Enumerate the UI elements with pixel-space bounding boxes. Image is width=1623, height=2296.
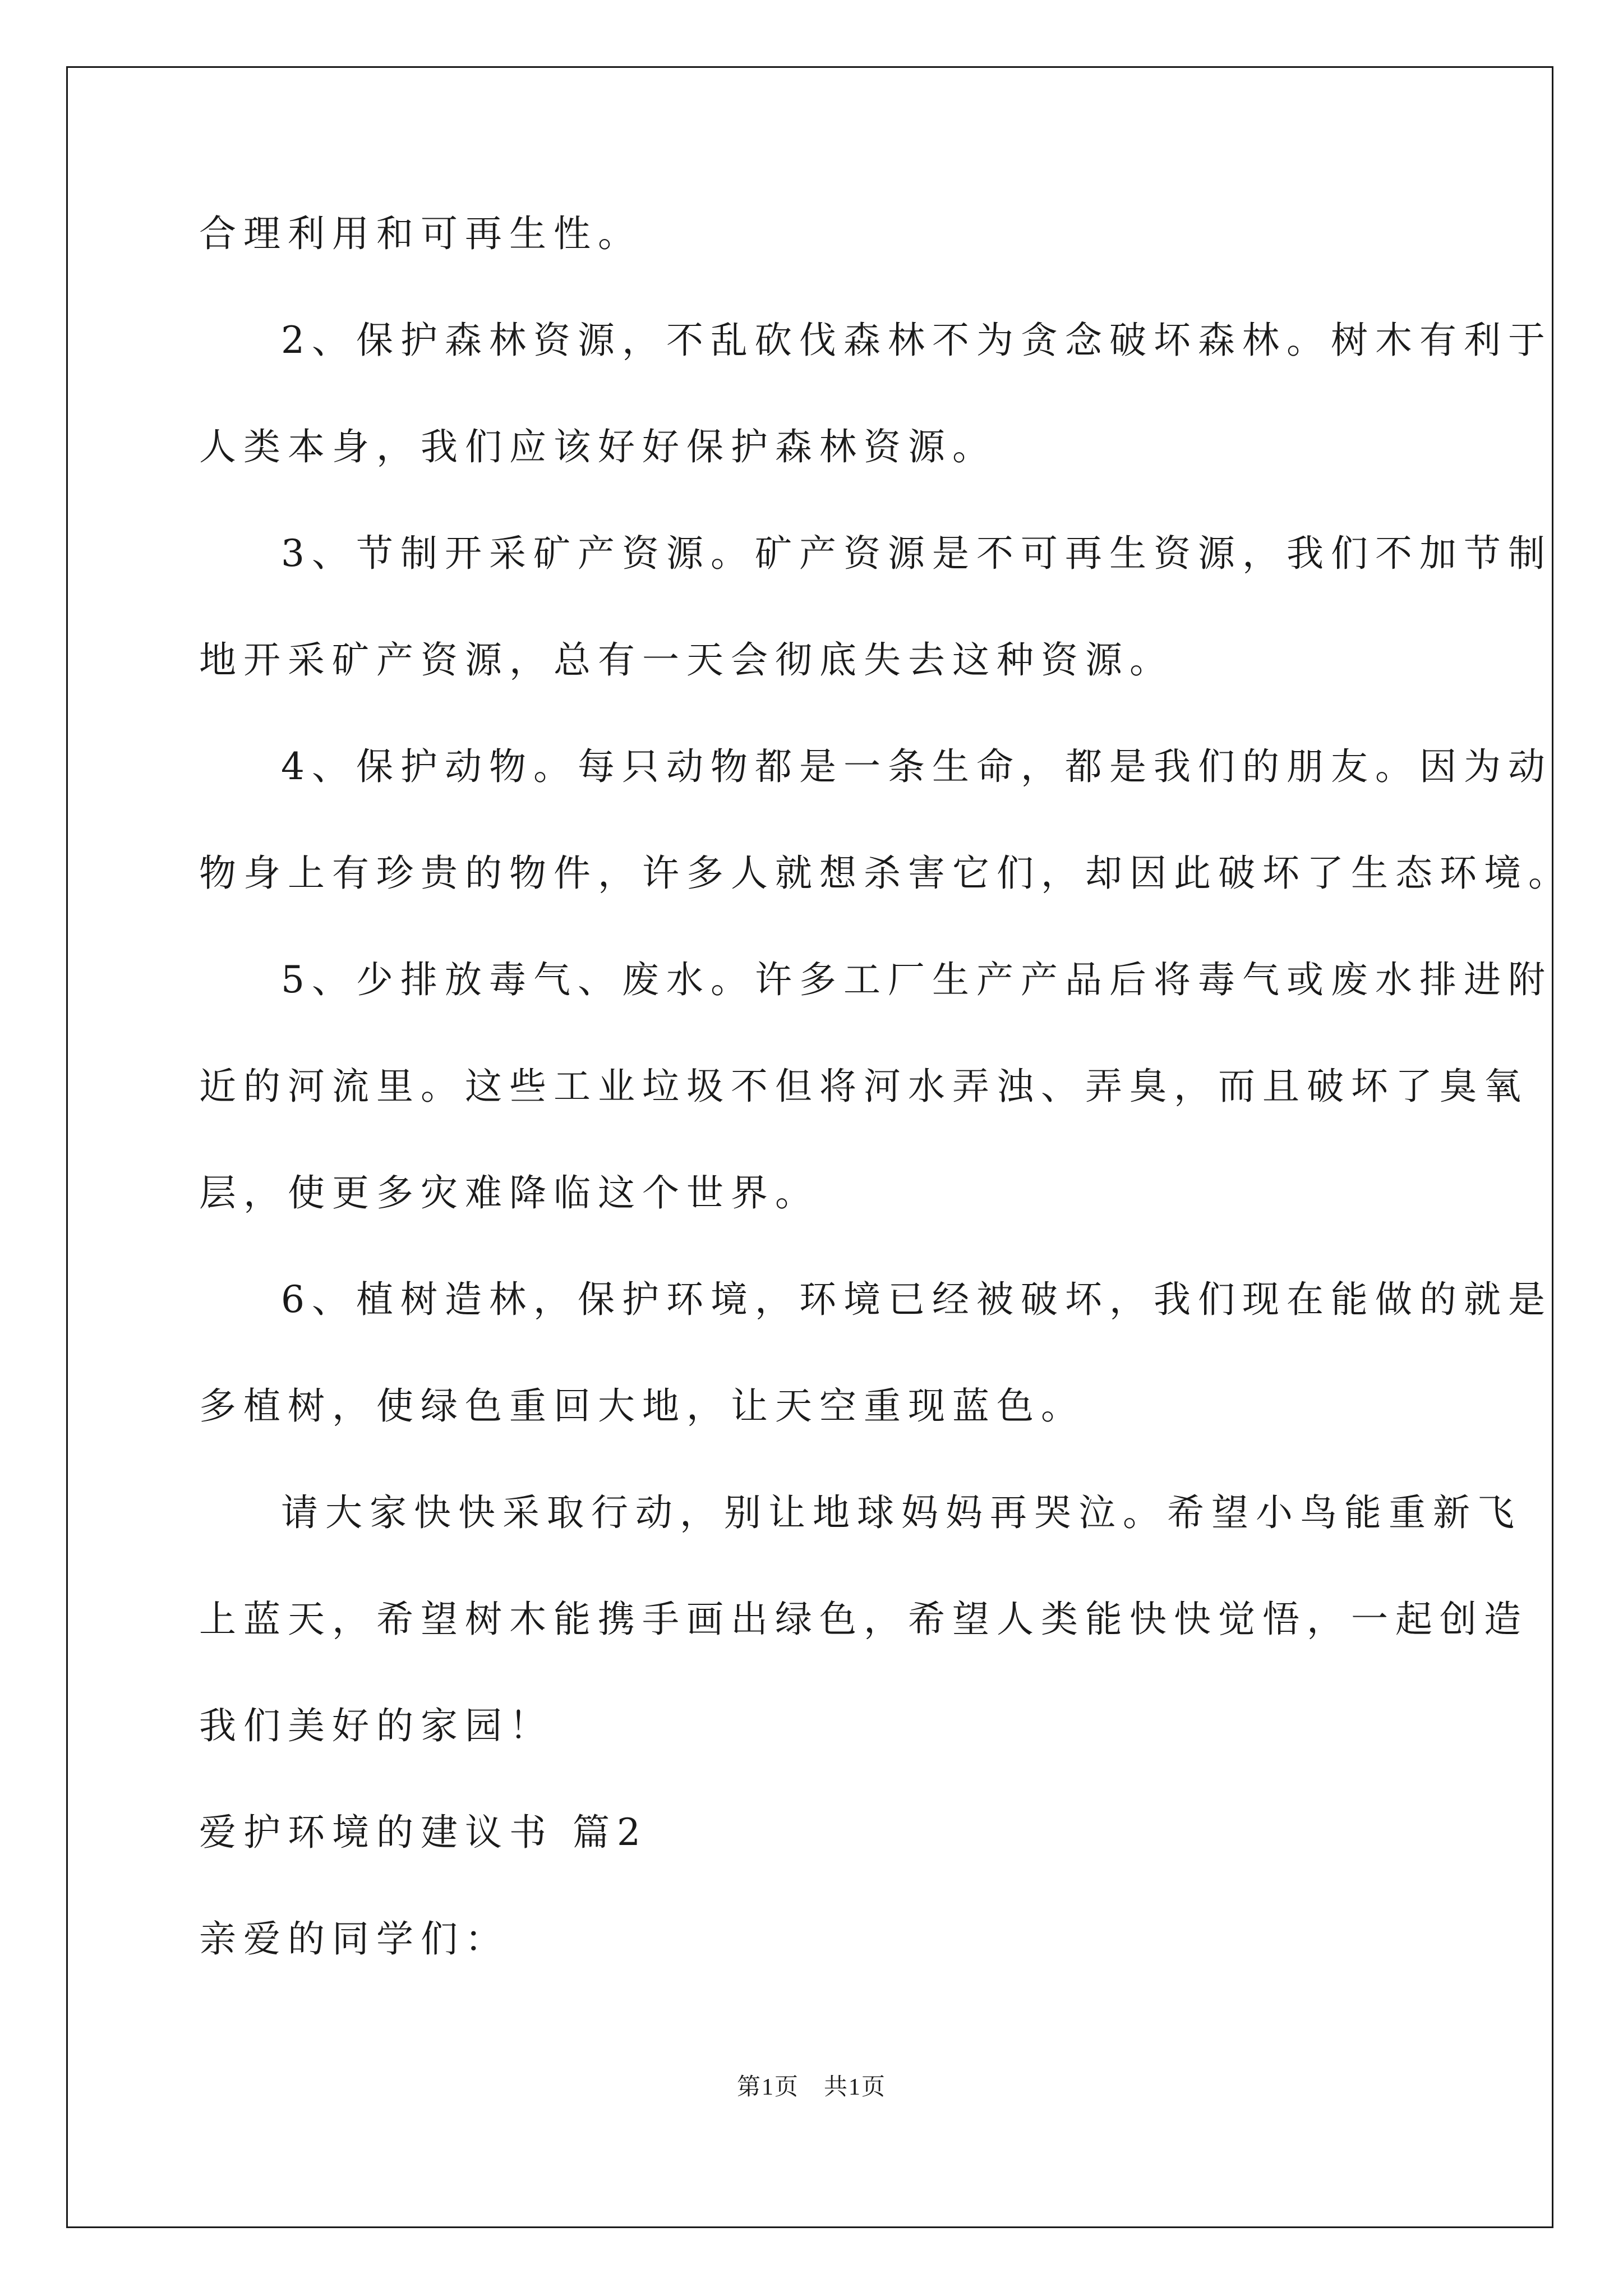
- text-line: 层，使更多灾难降临这个世界。: [199, 1171, 819, 1214]
- text-line: 多植树，使绿色重回大地，让天空重现蓝色。: [199, 1384, 1085, 1428]
- page-number: 第1页 共1页: [736, 2074, 886, 2100]
- salutation: 亲爱的同学们：: [199, 1917, 509, 1961]
- text-line: 5、少排放毒气、废水。许多工厂生产产品后将毒气或废水排进附: [281, 958, 1552, 1001]
- text-line: 6、植树造林，保护环境，环境已经被破坏，我们现在能做的就是: [281, 1278, 1552, 1321]
- text-line: 4、保护动物。每只动物都是一条生命，都是我们的朋友。因为动: [281, 745, 1552, 788]
- document-body: [199, 212, 1573, 2027]
- text-line: 我们美好的家园！: [199, 1704, 554, 1747]
- text-line: 3、节制开采矿产资源。矿产资源是不可再生资源，我们不加节制: [281, 532, 1552, 575]
- text-line: 请大家快快采取行动，别让地球妈妈再哭泣。希望小鸟能重新飞: [281, 1491, 1521, 1534]
- text-line: 上蓝天，希望树木能携手画出绿色，希望人类能快快觉悟，一起创造: [199, 1598, 1528, 1641]
- text-line: 地开采矿产资源，总有一天会彻底失去这种资源。: [199, 638, 1174, 682]
- text-line: 近的河流里。这些工业垃圾不但将河水弄浊、弄臭，而且破坏了臭氧: [199, 1065, 1528, 1108]
- text-line: 2、保护森林资源，不乱砍伐森林不为贪念破坏森林。树木有利于: [281, 319, 1552, 362]
- text-line: 合理利用和可再生性。: [199, 212, 642, 255]
- text-line: 人类本身，我们应该好好保护森林资源。: [199, 425, 997, 468]
- section-heading: 爱护环境的建议书 篇2: [199, 1811, 648, 1854]
- text-line: 物身上有珍贵的物件，许多人就想杀害它们，却因此破坏了生态环境。: [199, 852, 1573, 895]
